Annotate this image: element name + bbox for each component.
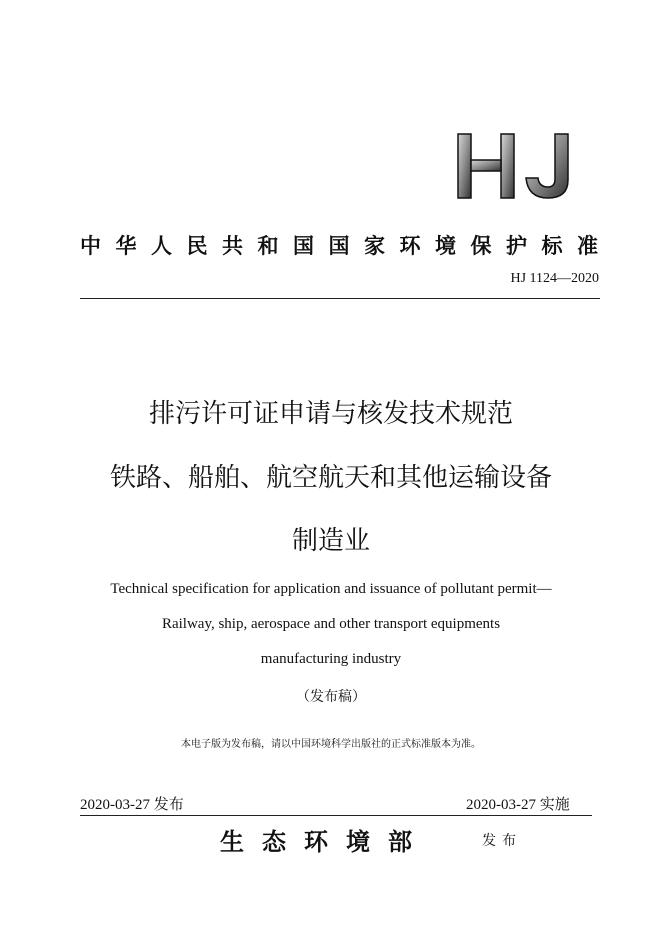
title-en-line1: Technical specification for application and issuance of pollutant permit— [110, 581, 552, 597]
header-divider [80, 298, 600, 299]
title-zh-line2: 铁路、船舶、航空航天和其他运输设备 [109, 463, 552, 493]
draft-label: （发布稿） [296, 689, 366, 705]
title-en-line3: manufacturing industry [260, 651, 402, 667]
footer-divider [80, 815, 592, 816]
standard-title: 中华人民共和国国家环境保护标准 [80, 234, 600, 258]
edition-notice: 本电子版为发布稿，请以中国环境科学出版社的正式标准版本为准。 [181, 739, 481, 750]
implement-date: 2020-03-27 实施 [466, 797, 570, 813]
logo-letter-h [458, 134, 514, 198]
issuer-action: 发布 [482, 833, 522, 849]
issuer-name: 生态环境部 [220, 828, 430, 856]
logo-letter-j [526, 134, 568, 198]
publish-date: 2020-03-27 发布 [80, 797, 184, 813]
hj-logo [455, 130, 575, 202]
title-zh-line1: 排污许可证申请与核发技术规范 [148, 399, 513, 429]
title-en-line2: Railway, ship, aerospace and other transport equipments [161, 616, 501, 632]
title-zh-line3: 制造业 [291, 526, 370, 556]
standard-number: HJ 1124—2020 [510, 271, 599, 286]
